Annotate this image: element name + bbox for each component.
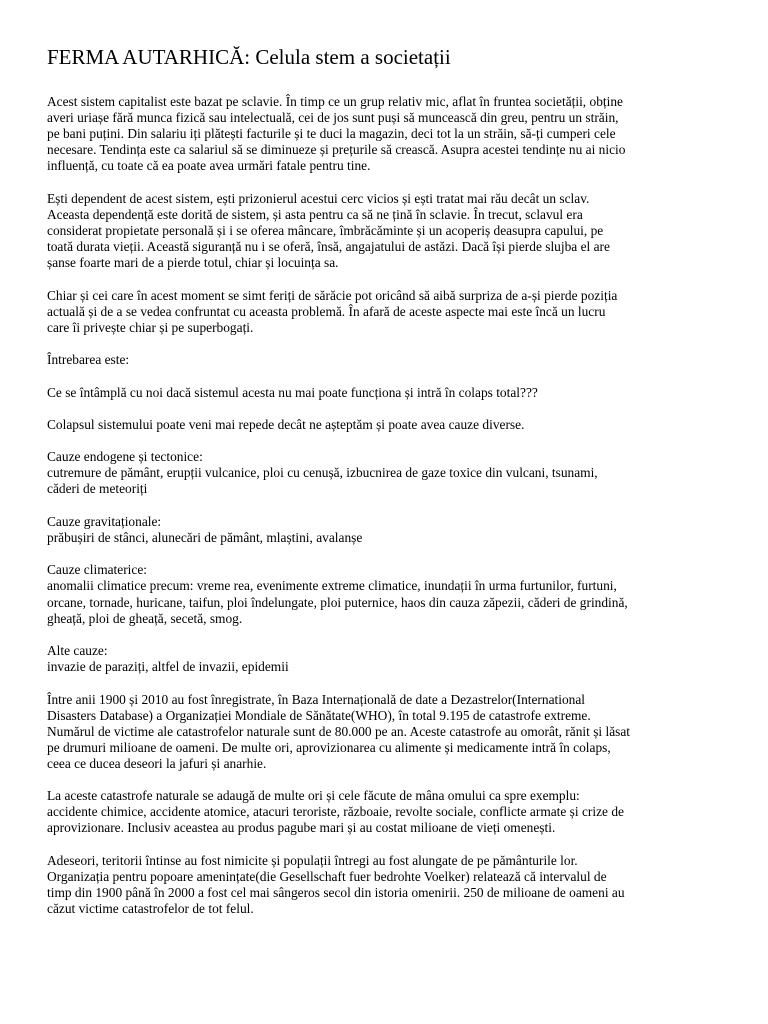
paragraph [47,562,737,626]
text-line: orcane, tornade, huricane, taifun, ploi îndelungate, ploi puternice, haos din cauza zăpezii, căderi de grindină, [47,594,628,610]
text-line: accidente chimice, accidente atomice, atacuri teroriste, războaie, revolte sociale, conflicte armate și crize de [47,804,624,820]
text-line: Alte cauze: [47,643,108,659]
text-line: toată durata vieții. Această siguranță nu i se oferă, însă, angajatului de astăzi. Dacă își pierde slujba el are [47,239,610,255]
paragraph [47,385,737,401]
text-line: prăbușiri de stânci, alunecări de pământ, mlaștini, avalanșe [47,529,363,545]
paragraph [47,514,737,546]
text-line: Organizația pentru popoare amenințate(die Gesellschaft fuer bedrohte Voelker) relatează că intervalul de [47,868,607,884]
text-line: gheață, ploi de gheață, secetă, smog. [47,610,243,626]
text-line: aprovizionare. Inclusiv aceastea au produs pagube mari și au costat milioane de vieți omenești. [47,820,556,836]
paragraph [47,788,737,836]
text-line: Între anii 1900 și 2010 au fost înregistrate, în Baza Internațională de date a Dezastrelor(International [47,691,586,707]
text-line: Cauze gravitaționale: [47,513,162,529]
text-line: Aceasta dependență este dorită de sistem, și asta pentru ca să ne țină în sclavie. În trecut, sclavul era [47,206,583,222]
text-line: Întrebarea este: [47,352,130,368]
text-line: invazie de paraziți, altfel de invazii, epidemii [47,659,289,675]
paragraph [47,288,737,336]
text-line: considerat propietate personală și i se oferea mâncare, îmbrăcăminte și un acoperiș deasupra capului, pe [47,222,604,238]
text-line: anomalii climatice precum: vreme rea, evenimente extreme climatice, inundații în urma furtunilor, furtuni, [47,578,617,594]
text-line: Adeseori, teritorii întinse au fost nimicite și populații întregi au fost alungate de pe pământurile lor. [47,852,578,868]
text-line: căderi de meteoriți [47,481,148,497]
document-body [47,94,737,934]
text-line: La aceste catastrofe naturale se adaugă de multe ori și cele făcute de mâna omului ca spre exemplu: [47,788,580,804]
text-line: averi uriașe fără munca fizică sau intelectuală, cei de jos sunt puși să muncească din greu, pentru un străin, [47,110,619,126]
text-line: Ești dependent de acest sistem, ești prizonierul acestui cerc vicios și ești tratat mai rău decât un sclav. [47,190,590,206]
text-line: influență, cu toate că ea poate avea urmări fatale pentru tine. [47,158,371,174]
paragraph [47,643,737,675]
text-line: actuală și de a se vedea confruntat cu aceasta problemă. În afară de aceste aspecte mai este încă un lucru [47,303,606,319]
document-title: FERMA AUTARHICĂ: Celula stem a societații [47,45,451,69]
paragraph [47,449,737,497]
text-line: pe drumuri milioane de oameni. De multe ori, aprovizionarea cu alimente și medicamente intră în colaps, [47,739,611,755]
text-line: Chiar și cei care în acest moment se simt feriți de sărăcie pot oricând să aibă surpriza de a-și pierde poziția [47,287,618,303]
text-line: căzut victime catastrofelor de tot felul. [47,901,254,917]
text-line: Numărul de victime ale catastrofelor naturale sunt de 80.000 pe an. Aceste catastrofe au omorât, rănit și lăsat [47,723,631,739]
paragraph [47,191,737,271]
text-line: Cauze climaterice: [47,562,147,578]
paragraph [47,853,737,917]
text-line: timp din 1900 până în 2000 a fost cel mai sângeros secol din istoria omenirii. 250 de milioane de oameni au [47,885,625,901]
text-line: ceea ce ducea deseori la jafuri și anarhie. [47,755,267,771]
text-line: Disasters Database) a Organizației Mondiale de Sănătate(WHO), în total 9.195 de catastrofe extreme. [47,707,591,723]
paragraph [47,94,737,174]
text-line: șanse foarte mari de a pierde totul, chiar și locuința sa. [47,255,339,271]
text-line: Colapsul sistemului poate veni mai repede decât ne așteptăm și poate avea cauze diverse. [47,416,525,432]
text-line: pe bani puțini. Din salariu iți plătești facturile și te duci la magazin, deci tot la un străin, să-ți cumperi cele [47,126,616,142]
paragraph [47,692,737,772]
text-line: Acest sistem capitalist este bazat pe sclavie. În timp ce un grup relativ mic, aflat în fruntea societății, obține [47,94,623,109]
text-line: care îi privește chiar și pe superbogați. [47,319,254,335]
text-line: necesare. Tendința este ca salariul să se diminueze și prețurile să crească. Asupra acestei tendințe nu ai nicio [47,142,626,158]
text-line: Ce se întâmplă cu noi dacă sistemul acesta nu mai poate funcționa și intră în colaps total??? [47,384,538,400]
paragraph [47,352,737,368]
text-line: Cauze endogene și tectonice: [47,449,203,465]
text-line: cutremure de pământ, erupții vulcanice, ploi cu cenușă, izbucnirea de gaze toxice din vulcani, tsunami, [47,465,598,481]
paragraph [47,417,737,433]
